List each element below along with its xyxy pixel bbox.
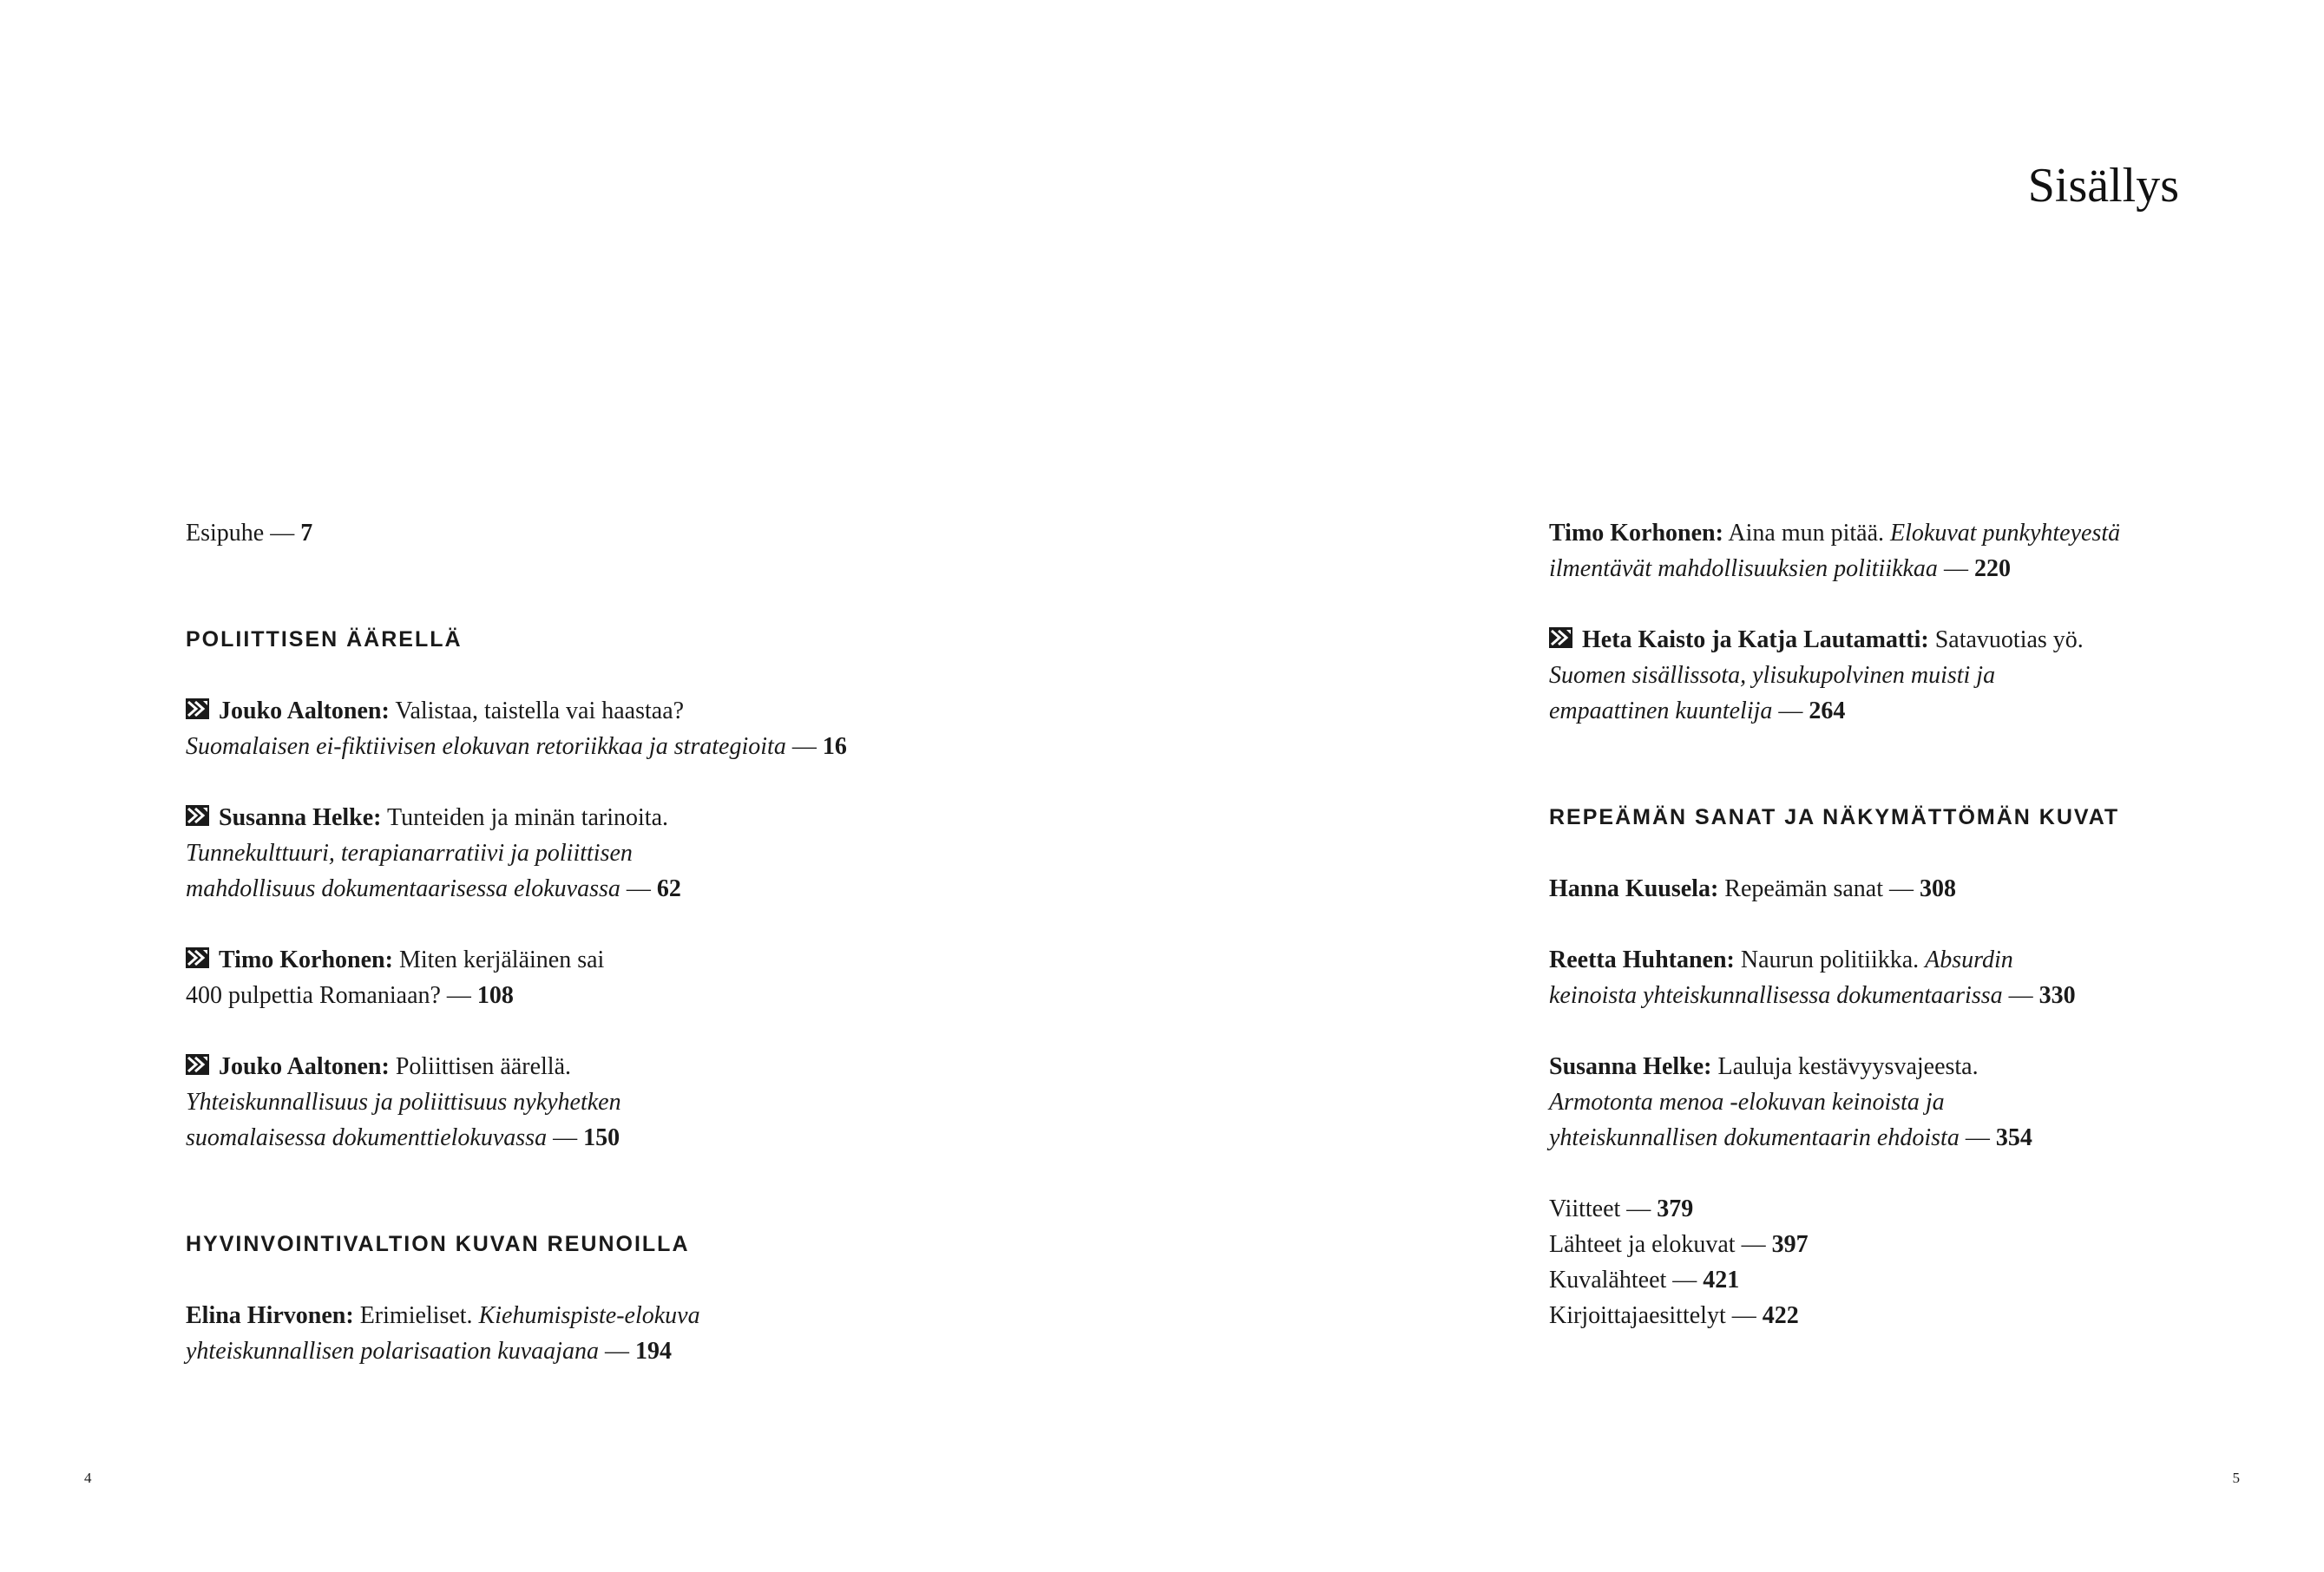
toc-entry-hirvonen-erimieliset[interactable]: Elina Hirvonen: Erimieliset. Kiehumispiste-elokuva yhteiskunnallisen polarisaation kuvaajana — 194 [186,1302,700,1365]
toc-entry-korhonen-kerjalainen[interactable]: Timo Korhonen: Miten kerjäläinen sai 400 pulpettia Romaniaan? — 108 [186,946,605,1009]
toc-entry-preface[interactable]: Esipuhe — 7 [186,520,313,547]
toc-entry-aaltonen-poliittisen[interactable]: Jouko Aaltonen: Poliittisen äärellä. Yhteiskunnallisuus ja poliittisuus nykyhetken suomalaisessa dokumenttielokuvassa — 150 [186,1053,621,1151]
arrow-mark-icon [186,805,209,826]
toc-entry-huhtanen-naurun[interactable]: Reetta Huhtanen: Naurun politiikka. Absurdin keinoista yhteiskunnallisessa dokumentaarissa — 330 [1549,946,2076,1009]
arrow-mark-icon [1549,627,1572,648]
toc-entry-aaltonen-valistaa[interactable]: Jouko Aaltonen: Valistaa, taistella vai haastaa? Suomalaisen ei-fiktiivisen elokuvan retoriikkaa ja strategioita — 16 [186,698,847,760]
toc-entry-kaisto-lautamatti[interactable]: Heta Kaisto ja Katja Lautamatti: Satavuotias yö. Suomen sisällissota, ylisukupolvinen muisti ja empaattinen kuuntelija — 264 [1549,626,2084,724]
section-heading-hyvinvointivaltion: HYVINVOINTIVALTION KUVAN REUNOILLA [186,1232,690,1256]
right-page [1162,0,2324,1572]
toc-entry-helke-tunteiden[interactable]: Susanna Helke: Tunteiden ja minän tarinoita. Tunnekulttuuri, terapianarratiivi ja poliittisen mahdollisuus dokumentaarisessa elokuvassa — 62 [186,804,681,902]
toc-entry-kuusela-repeaman[interactable]: Hanna Kuusela: Repeämän sanat — 308 [1549,875,1956,902]
toc-right-column [1549,515,2209,1333]
arrow-mark-icon [186,698,209,719]
arrow-mark-icon [186,947,209,968]
page-title: Sisällys [2027,159,2179,213]
toc-entry-korhonen-aina[interactable]: Timo Korhonen: Aina mun pitää. Elokuvat punkyhteyestä ilmentävät mahdollisuuksien politiikkaa — 220 [1549,520,2121,582]
toc-entry-viitteet[interactable]: Viitteet — 379 [1549,1195,1694,1222]
toc-entry-lahteet[interactable]: Lähteet ja elokuvat — 397 [1549,1231,1809,1258]
toc-entry-helke-lauluja[interactable]: Susanna Helke: Lauluja kestävyysvajeesta. Armotonta menoa -elokuvan keinoista ja yhteiskunnallisen dokumentaarin ehdoista — 354 [1549,1053,2032,1151]
page-number-right: 5 [2232,1470,2240,1486]
page-number-left: 4 [84,1470,92,1486]
section-heading-repeaman: REPEÄMÄN SANAT JA NÄKYMÄTTÖMÄN KUVAT [1549,805,2120,829]
toc-entry-kirjoittajaesittelyt[interactable]: Kirjoittajaesittelyt — 422 [1549,1302,1799,1329]
section-heading-poliittisen: POLIITTISEN ÄÄRELLÄ [186,627,463,652]
arrow-mark-icon [186,1054,209,1075]
toc-entry-kuvalahteet[interactable]: Kuvalähteet — 421 [1549,1267,1740,1294]
toc-left-column [186,515,949,1369]
